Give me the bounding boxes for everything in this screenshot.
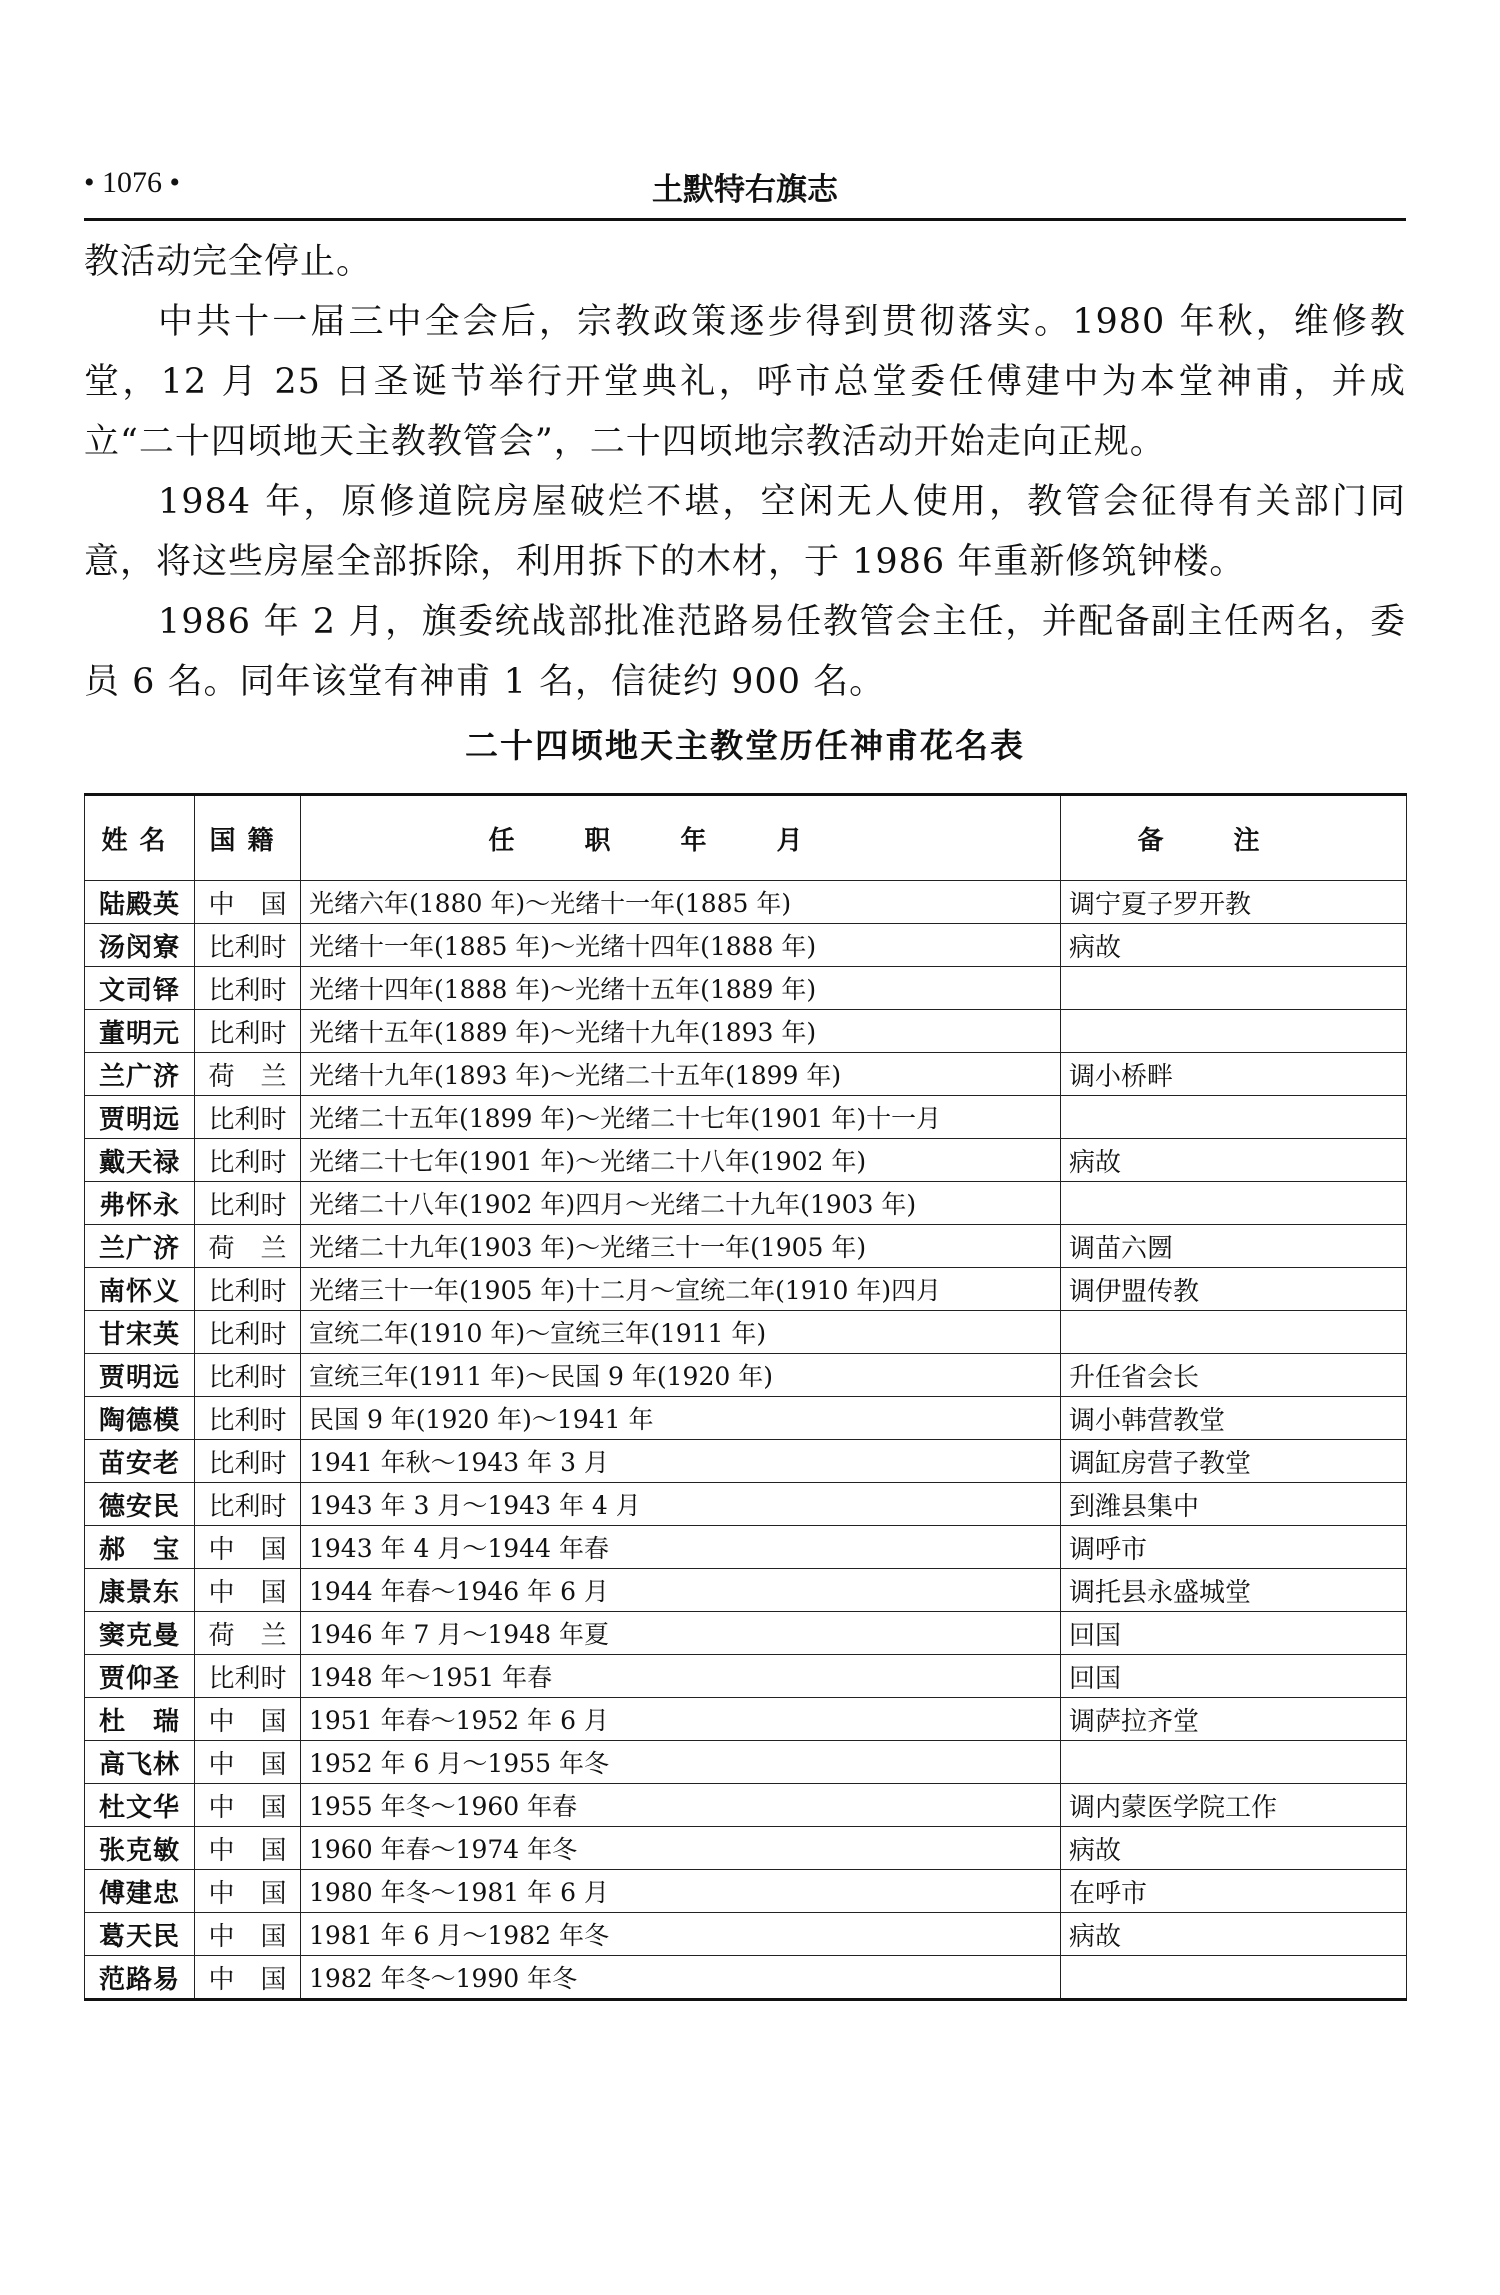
table-row [85,1225,1407,1268]
priest-roster-table [84,793,1407,2001]
cell-term: 光绪十九年(1893 年)～光绪二十五年(1899 年) [301,1053,1061,1096]
cell-note [1061,1311,1407,1354]
table-row [85,1440,1407,1483]
cell-note: 调宁夏子罗开教 [1061,881,1407,924]
cell-name: 兰广济 [85,1225,195,1268]
cell-nationality: 比利时 [195,1182,301,1225]
cell-note: 回国 [1061,1655,1407,1698]
cell-nationality: 比利时 [195,1096,301,1139]
cell-note: 病故 [1061,1913,1407,1956]
cell-note: 调小韩营教堂 [1061,1397,1407,1440]
cell-term: 光绪十五年(1889 年)～光绪十九年(1893 年) [301,1010,1061,1053]
cell-note: 调伊盟传教 [1061,1268,1407,1311]
cell-name: 陆殿英 [85,881,195,924]
cell-note: 病故 [1061,1827,1407,1870]
table-row [85,1569,1407,1612]
cell-name: 戴天禄 [85,1139,195,1182]
cell-note: 调苗六圐 [1061,1225,1407,1268]
cell-term: 光绪二十七年(1901 年)～光绪二十八年(1902 年) [301,1139,1061,1182]
column-header-note: 备注 [1061,795,1407,881]
cell-nationality: 比利时 [195,1483,301,1526]
cell-nationality: 比利时 [195,1139,301,1182]
table-row [85,1010,1407,1053]
cell-name: 甘宋英 [85,1311,195,1354]
cell-nationality: 比利时 [195,1268,301,1311]
cell-name: 苗安老 [85,1440,195,1483]
cell-term: 1943 年 3 月～1943 年 4 月 [301,1483,1061,1526]
column-header-nationality: 国籍 [195,795,301,881]
table-row [85,924,1407,967]
cell-nationality: 比利时 [195,1440,301,1483]
table-row [85,1397,1407,1440]
cell-nationality: 中 国 [195,1698,301,1741]
cell-name: 范路易 [85,1956,195,2000]
cell-name: 郝 宝 [85,1526,195,1569]
table-row [85,1096,1407,1139]
table-row [85,1827,1407,1870]
cell-term: 宣统二年(1910 年)～宣统三年(1911 年) [301,1311,1061,1354]
cell-nationality: 比利时 [195,1655,301,1698]
table-row [85,1526,1407,1569]
page-header [84,158,1406,221]
cell-term: 1941 年秋～1943 年 3 月 [301,1440,1061,1483]
cell-nationality: 荷 兰 [195,1612,301,1655]
table-row [85,967,1407,1010]
table-title: 二十四顷地天主教堂历任神甫花名表 [465,726,1025,765]
cell-nationality: 中 国 [195,1913,301,1956]
paragraph: 1984 年，原修道院房屋破烂不堪，空闲无人使用，教管会征得有关部门同意，将这些房屋全部拆除，利用拆下的木材，于 1986 年重新修筑钟楼。 [84,482,1406,582]
cell-name: 葛天民 [85,1913,195,1956]
cell-nationality: 中 国 [195,1827,301,1870]
cell-note: 病故 [1061,924,1407,967]
cell-term: 1955 年冬～1960 年春 [301,1784,1061,1827]
cell-term: 1948 年～1951 年春 [301,1655,1061,1698]
cell-note: 升任省会长 [1061,1354,1407,1397]
cell-term: 光绪十一年(1885 年)～光绪十四年(1888 年) [301,924,1061,967]
table-row [85,1612,1407,1655]
cell-term: 光绪二十八年(1902 年)四月～光绪二十九年(1903 年) [301,1182,1061,1225]
table-row [85,1913,1407,1956]
page-number: • 1076 • [84,166,181,199]
cell-nationality: 荷 兰 [195,1053,301,1096]
cell-term: 光绪三十一年(1905 年)十二月～宣统二年(1910 年)四月 [301,1268,1061,1311]
cell-nationality: 中 国 [195,1526,301,1569]
cell-nationality: 中 国 [195,1569,301,1612]
cell-note [1061,1182,1407,1225]
cell-name: 窦克曼 [85,1612,195,1655]
cell-term: 1943 年 4 月～1944 年春 [301,1526,1061,1569]
cell-name: 南怀义 [85,1268,195,1311]
cell-nationality: 比利时 [195,1311,301,1354]
cell-note [1061,1741,1407,1784]
cell-name: 兰广济 [85,1053,195,1096]
cell-note: 调呼市 [1061,1526,1407,1569]
cell-term: 1946 年 7 月～1948 年夏 [301,1612,1061,1655]
cell-note: 调缸房营子教堂 [1061,1440,1407,1483]
table-row [85,1268,1407,1311]
cell-term: 1981 年 6 月～1982 年冬 [301,1913,1061,1956]
cell-note [1061,1956,1407,2000]
cell-name: 贾仰圣 [85,1655,195,1698]
table-row [85,1182,1407,1225]
cell-name: 傅建忠 [85,1870,195,1913]
cell-name: 杜文华 [85,1784,195,1827]
cell-note: 到潍县集中 [1061,1483,1407,1526]
cell-note [1061,1096,1407,1139]
cell-name: 贾明远 [85,1096,195,1139]
table-row [85,1870,1407,1913]
cell-nationality: 比利时 [195,1010,301,1053]
cell-name: 弗怀永 [85,1182,195,1225]
cell-note: 病故 [1061,1139,1407,1182]
table-row [85,1311,1407,1354]
cell-name: 贾明远 [85,1354,195,1397]
cell-nationality: 中 国 [195,1870,301,1913]
cell-term: 宣统三年(1911 年)～民国 9 年(1920 年) [301,1354,1061,1397]
cell-note: 在呼市 [1061,1870,1407,1913]
table-row [85,1741,1407,1784]
column-header-term: 任职年月 [301,795,1061,881]
cell-name: 德安民 [85,1483,195,1526]
table-row [85,1483,1407,1526]
cell-term: 1951 年春～1952 年 6 月 [301,1698,1061,1741]
cell-nationality: 中 国 [195,1784,301,1827]
body-text [84,232,1406,712]
cell-nationality: 荷 兰 [195,1225,301,1268]
cell-name: 文司铎 [85,967,195,1010]
cell-term: 光绪二十五年(1899 年)～光绪二十七年(1901 年)十一月 [301,1096,1061,1139]
cell-term: 民国 9 年(1920 年)～1941 年 [301,1397,1061,1440]
cell-note: 回国 [1061,1612,1407,1655]
cell-nationality: 中 国 [195,881,301,924]
table-row [85,1784,1407,1827]
cell-term: 1980 年冬～1981 年 6 月 [301,1870,1061,1913]
cell-term: 光绪二十九年(1903 年)～光绪三十一年(1905 年) [301,1225,1061,1268]
cell-note: 调萨拉齐堂 [1061,1698,1407,1741]
cell-name: 汤闵寮 [85,924,195,967]
cell-name: 杜 瑞 [85,1698,195,1741]
cell-name: 康景东 [85,1569,195,1612]
cell-term: 1952 年 6 月～1955 年冬 [301,1741,1061,1784]
cell-note [1061,1010,1407,1053]
cell-term: 1944 年春～1946 年 6 月 [301,1569,1061,1612]
cell-nationality: 比利时 [195,924,301,967]
cell-note: 调内蒙医学院工作 [1061,1784,1407,1827]
cell-note: 调小桥畔 [1061,1053,1407,1096]
cell-note [1061,967,1407,1010]
cell-term: 1982 年冬～1990 年冬 [301,1956,1061,2000]
cell-term: 光绪六年(1880 年)～光绪十一年(1885 年) [301,881,1061,924]
table-row [85,1139,1407,1182]
cell-name: 董明元 [85,1010,195,1053]
table-header-row [85,795,1407,881]
cell-name: 陶德模 [85,1397,195,1440]
table-row [85,1956,1407,2000]
table-body [85,881,1407,2000]
table-row [85,1698,1407,1741]
table-row [85,1354,1407,1397]
cell-term: 1960 年春～1974 年冬 [301,1827,1061,1870]
paragraph: 1986 年 2 月，旗委统战部批准范路易任教管会主任，并配备副主任两名，委员 6 名。同年该堂有神甫 1 名，信徒约 900 名。 [84,602,1406,702]
cell-nationality: 比利时 [195,1397,301,1440]
cell-nationality: 中 国 [195,1741,301,1784]
column-header-name: 姓名 [85,795,195,881]
cell-note: 调托县永盛城堂 [1061,1569,1407,1612]
cell-name: 张克敏 [85,1827,195,1870]
cell-name: 高飞林 [85,1741,195,1784]
running-title: 土默特右旗志 [652,172,838,208]
paragraph: 教活动完全停止。 [84,242,373,282]
paragraph: 中共十一届三中全会后，宗教政策逐步得到贯彻落实。1980 年秋，维修教堂，12 月 25 日圣诞节举行开堂典礼，呼市总堂委任傅建中为本堂神甫，并成立“二十四顷地天主教教管会”，二十四顷地宗教活动开始走向正规。 [84,302,1406,462]
table-row [85,1655,1407,1698]
cell-term: 光绪十四年(1888 年)～光绪十五年(1889 年) [301,967,1061,1010]
cell-nationality: 比利时 [195,967,301,1010]
table-row [85,1053,1407,1096]
cell-nationality: 比利时 [195,1354,301,1397]
table-row [85,881,1407,924]
cell-nationality: 中 国 [195,1956,301,2000]
